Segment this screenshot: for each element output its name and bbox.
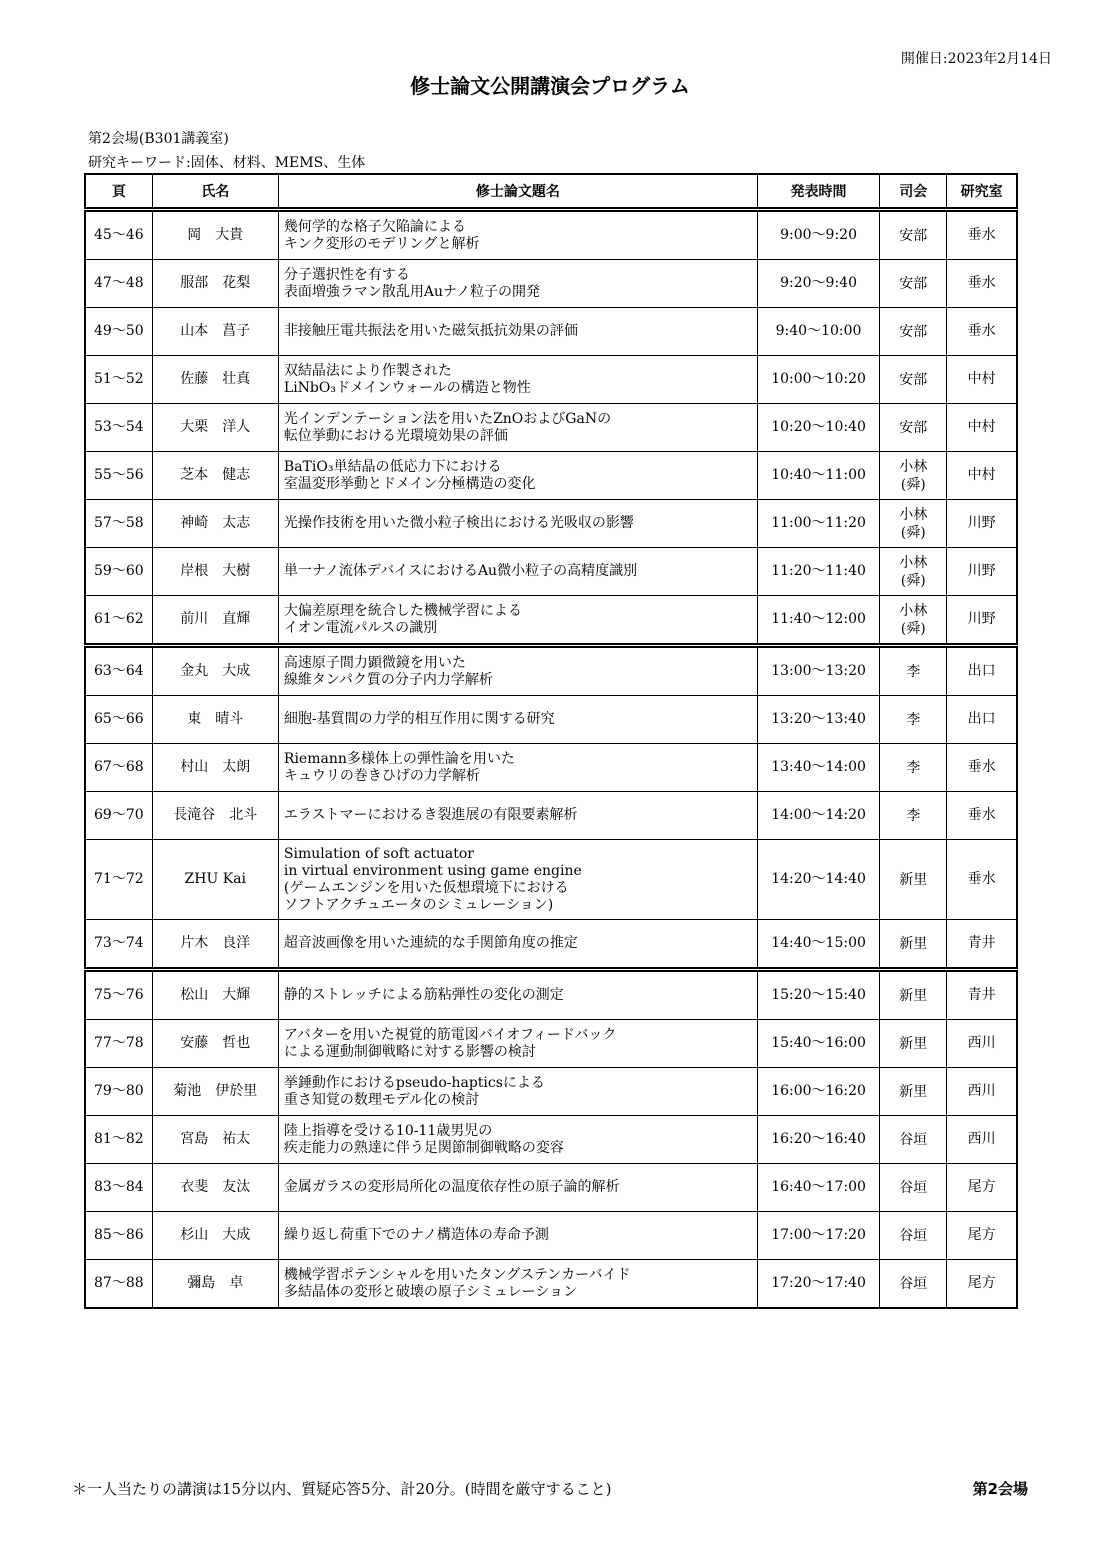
cell-lab: 青井	[947, 920, 1017, 970]
title-line: (ゲームエンジンを用いた仮想環境下における	[283, 879, 569, 896]
cell-name: 大栗 洋人	[152, 404, 278, 452]
cell-title	[278, 1116, 757, 1164]
cell-chair: 小林 (舜)	[880, 500, 947, 548]
cell-name: 杉山 大成	[152, 1212, 278, 1260]
cell-lab: 川野	[947, 500, 1017, 548]
cell-chair: 谷垣	[880, 1260, 947, 1309]
cell-time: 13:20〜13:40	[757, 696, 879, 744]
cell-title	[278, 970, 757, 1020]
title-line: 疾走能力の熟達に伴う足関節制御戦略の変容	[283, 1139, 564, 1156]
title-line: LiNbO₃ドメインウォールの構造と物性	[283, 379, 531, 396]
cell-page: 87〜88	[85, 1260, 152, 1309]
title-line: 挙錘動作におけるpseudo-hapticsによる	[283, 1074, 545, 1091]
cell-time: 14:20〜14:40	[757, 840, 879, 920]
cell-chair: 新里	[880, 1020, 947, 1068]
cell-time: 16:40〜17:00	[757, 1164, 879, 1212]
cell-time: 13:40〜14:00	[757, 744, 879, 792]
title-line: エラストマーにおけるき裂進展の有限要素解析	[283, 807, 578, 823]
cell-time: 15:20〜15:40	[757, 970, 879, 1020]
cell-title	[278, 356, 757, 404]
cell-page: 77〜78	[85, 1020, 152, 1068]
title-line: 線維タンパク質の分子内力学解析	[283, 671, 493, 688]
cell-chair: 安部	[880, 404, 947, 452]
cell-title	[278, 1020, 757, 1068]
cell-lab: 垂水	[947, 260, 1017, 308]
cell-page: 61〜62	[85, 596, 152, 646]
cell-page: 67〜68	[85, 744, 152, 792]
cell-chair: 谷垣	[880, 1212, 947, 1260]
cell-name: 岸根 大樹	[152, 548, 278, 596]
title-line: 室温変形挙動とドメイン分極構造の変化	[283, 475, 536, 492]
table-row	[85, 1020, 1017, 1068]
table-row	[85, 840, 1017, 920]
title-line: 機械学習ポテンシャルを用いたタングステンカーバイド	[283, 1266, 631, 1283]
cell-time: 17:20〜17:40	[757, 1260, 879, 1309]
cell-title	[278, 696, 757, 744]
cell-lab: 尾方	[947, 1260, 1017, 1309]
column-header-time: 発表時間	[757, 174, 879, 210]
cell-title	[278, 596, 757, 646]
cell-lab: 垂水	[947, 308, 1017, 356]
cell-page: 79〜80	[85, 1068, 152, 1116]
table-row	[85, 596, 1017, 646]
cell-name: 佐藤 壮真	[152, 356, 278, 404]
title-line: ソフトアクチュエータのシミュレーション)	[283, 896, 554, 913]
cell-name: 神崎 太志	[152, 500, 278, 548]
cell-title	[278, 500, 757, 548]
footnote: ＊一人当たりの講演は15分以内、質疑応答5分、計20分。(時間を厳守すること)	[72, 1480, 612, 1498]
cell-lab: 川野	[947, 596, 1017, 646]
cell-name: 片木 良洋	[152, 920, 278, 970]
title-line: Simulation of soft actuator	[283, 845, 474, 862]
cell-title	[278, 744, 757, 792]
cell-page: 53〜54	[85, 404, 152, 452]
cell-lab: 青井	[947, 970, 1017, 1020]
title-line: 光インデンテーション法を用いたZnOおよびGaNの	[283, 410, 612, 427]
cell-title	[278, 646, 757, 696]
title-line: BaTiO₃単結晶の低応力下における	[283, 458, 502, 475]
cell-page: 73〜74	[85, 920, 152, 970]
cell-lab: 中村	[947, 404, 1017, 452]
title-line: 単一ナノ流体デバイスにおけるAu微小粒子の高精度識別	[283, 563, 638, 579]
cell-time: 9:20〜9:40	[757, 260, 879, 308]
cell-title	[278, 840, 757, 920]
program-table	[84, 173, 1018, 1309]
table-row	[85, 1212, 1017, 1260]
table-row	[85, 920, 1017, 970]
venue-label: 第2会場(B301講義室)	[88, 131, 229, 147]
cell-page: 85〜86	[85, 1212, 152, 1260]
cell-chair: 安部	[880, 308, 947, 356]
table-row	[85, 1260, 1017, 1309]
cell-chair: 小林 (舜)	[880, 452, 947, 500]
title-line: キュウリの巻きひげの力学解析	[283, 767, 480, 784]
title-line: 光操作技術を用いた微小粒子検出における光吸収の影響	[283, 515, 634, 531]
cell-lab: 垂水	[947, 840, 1017, 920]
title-line: 双結晶法により作製された	[283, 362, 452, 379]
cell-time: 11:00〜11:20	[757, 500, 879, 548]
title-line: 静的ストレッチによる筋粘弾性の変化の測定	[283, 987, 564, 1003]
title-line: 陸上指導を受ける10-11歳男児の	[283, 1122, 493, 1139]
cell-chair: 安部	[880, 210, 947, 260]
column-header-page: 頁	[85, 174, 152, 210]
cell-page: 59〜60	[85, 548, 152, 596]
cell-time: 17:00〜17:20	[757, 1212, 879, 1260]
cell-lab: 西川	[947, 1116, 1017, 1164]
cell-chair: 安部	[880, 260, 947, 308]
cell-time: 11:40〜12:00	[757, 596, 879, 646]
cell-chair: 小林 (舜)	[880, 596, 947, 646]
title-line: 分子選択性を有する	[283, 266, 410, 283]
cell-time: 9:40〜10:00	[757, 308, 879, 356]
title-line: Riemann多様体上の弾性論を用いた	[283, 750, 515, 767]
cell-page: 65〜66	[85, 696, 152, 744]
cell-page: 51〜52	[85, 356, 152, 404]
cell-chair: 李	[880, 744, 947, 792]
table-row	[85, 1164, 1017, 1212]
cell-time: 16:00〜16:20	[757, 1068, 879, 1116]
cell-name: 彌島 卓	[152, 1260, 278, 1309]
title-line: 重さ知覚の数理モデル化の検討	[283, 1091, 480, 1108]
cell-title	[278, 308, 757, 356]
cell-time: 9:00〜9:20	[757, 210, 879, 260]
title-line: 大偏差原理を統合した機械学習による	[283, 602, 522, 619]
cell-name: 松山 大輝	[152, 970, 278, 1020]
table-row	[85, 500, 1017, 548]
table-row	[85, 792, 1017, 840]
table-row	[85, 646, 1017, 696]
column-header-name: 氏名	[152, 174, 278, 210]
cell-name: 東 晴斗	[152, 696, 278, 744]
cell-name: 宮島 祐太	[152, 1116, 278, 1164]
cell-name: 金丸 大成	[152, 646, 278, 696]
cell-chair: 小林 (舜)	[880, 548, 947, 596]
title-line: 幾何学的な格子欠陥論による	[283, 218, 466, 235]
cell-chair: 新里	[880, 920, 947, 970]
cell-lab: 西川	[947, 1020, 1017, 1068]
cell-chair: 新里	[880, 1068, 947, 1116]
title-line: in virtual environment using game engine	[283, 862, 582, 879]
cell-title	[278, 1068, 757, 1116]
cell-chair: 李	[880, 696, 947, 744]
table-row	[85, 404, 1017, 452]
room-label: 第2会場	[972, 1480, 1028, 1498]
table-row	[85, 210, 1017, 260]
page-title: 修士論文公開講演会プログラム	[410, 74, 690, 98]
title-line: 繰り返し荷重下でのナノ構造体の寿命予測	[283, 1227, 549, 1243]
cell-time: 16:20〜16:40	[757, 1116, 879, 1164]
cell-time: 14:40〜15:00	[757, 920, 879, 970]
table-row	[85, 356, 1017, 404]
cell-time: 10:40〜11:00	[757, 452, 879, 500]
cell-page: 47〜48	[85, 260, 152, 308]
cell-page: 49〜50	[85, 308, 152, 356]
table-row	[85, 452, 1017, 500]
title-line: 高速原子間力顕微鏡を用いた	[283, 654, 466, 671]
cell-title	[278, 792, 757, 840]
cell-chair: 安部	[880, 356, 947, 404]
cell-title	[278, 1164, 757, 1212]
title-line: による運動制御戦略に対する影響の検討	[283, 1043, 536, 1060]
column-header-chair: 司会	[880, 174, 947, 210]
cell-page: 55〜56	[85, 452, 152, 500]
cell-chair: 谷垣	[880, 1164, 947, 1212]
table-row	[85, 548, 1017, 596]
cell-name: 芝本 健志	[152, 452, 278, 500]
table-row	[85, 1068, 1017, 1116]
table-row	[85, 1116, 1017, 1164]
cell-time: 10:00〜10:20	[757, 356, 879, 404]
cell-page: 81〜82	[85, 1116, 152, 1164]
cell-page: 69〜70	[85, 792, 152, 840]
cell-lab: 中村	[947, 452, 1017, 500]
cell-chair: 新里	[880, 840, 947, 920]
cell-title	[278, 260, 757, 308]
title-line: 金属ガラスの変形局所化の温度依存性の原子論的解析	[283, 1179, 620, 1195]
research-keywords: 研究キーワード:固体、材料、MEMS、生体	[88, 155, 366, 171]
event-date: 開催日:2023年2月14日	[900, 51, 1052, 67]
table-row	[85, 970, 1017, 1020]
cell-page: 83〜84	[85, 1164, 152, 1212]
cell-page: 57〜58	[85, 500, 152, 548]
cell-lab: 川野	[947, 548, 1017, 596]
cell-title	[278, 404, 757, 452]
cell-time: 13:00〜13:20	[757, 646, 879, 696]
cell-page: 63〜64	[85, 646, 152, 696]
cell-title	[278, 452, 757, 500]
cell-lab: 垂水	[947, 744, 1017, 792]
cell-page: 71〜72	[85, 840, 152, 920]
title-line: 細胞-基質間の力学的相互作用に関する研究	[283, 711, 555, 727]
table-row	[85, 696, 1017, 744]
table-body	[85, 210, 1017, 1309]
table-header-row	[85, 174, 1017, 210]
cell-lab: 西川	[947, 1068, 1017, 1116]
cell-title	[278, 1212, 757, 1260]
cell-time: 14:00〜14:20	[757, 792, 879, 840]
cell-lab: 垂水	[947, 210, 1017, 260]
title-line: 多結晶体の変形と破壊の原子シミュレーション	[283, 1283, 578, 1300]
table-row	[85, 744, 1017, 792]
cell-lab: 出口	[947, 646, 1017, 696]
cell-lab: 尾方	[947, 1212, 1017, 1260]
cell-lab: 出口	[947, 696, 1017, 744]
cell-name: 岡 大貴	[152, 210, 278, 260]
title-line: 非接触圧電共振法を用いた磁気抵抗効果の評価	[283, 323, 578, 339]
cell-title	[278, 548, 757, 596]
title-line: 超音波画像を用いた連続的な手関節角度の推定	[283, 935, 578, 951]
cell-time: 15:40〜16:00	[757, 1020, 879, 1068]
title-line: イオン電流パルスの識別	[283, 619, 438, 636]
title-line: キンク変形のモデリングと解析	[283, 235, 480, 252]
cell-page: 75〜76	[85, 970, 152, 1020]
cell-title	[278, 920, 757, 970]
cell-lab: 中村	[947, 356, 1017, 404]
cell-time: 10:20〜10:40	[757, 404, 879, 452]
cell-lab: 垂水	[947, 792, 1017, 840]
table-row	[85, 260, 1017, 308]
column-header-title: 修士論文題名	[278, 174, 757, 210]
cell-chair: 李	[880, 646, 947, 696]
cell-title	[278, 210, 757, 260]
cell-chair: 新里	[880, 970, 947, 1020]
cell-title	[278, 1260, 757, 1309]
cell-name: 衣斐 友汰	[152, 1164, 278, 1212]
cell-page: 45〜46	[85, 210, 152, 260]
cell-chair: 谷垣	[880, 1116, 947, 1164]
cell-name: ZHU Kai	[152, 840, 278, 920]
cell-name: 安藤 哲也	[152, 1020, 278, 1068]
cell-name: 菊池 伊於里	[152, 1068, 278, 1116]
table-row	[85, 308, 1017, 356]
cell-name: 服部 花梨	[152, 260, 278, 308]
column-header-lab: 研究室	[947, 174, 1017, 210]
cell-name: 村山 太朗	[152, 744, 278, 792]
title-line: 転位挙動における光環境効果の評価	[283, 427, 508, 444]
cell-name: 長滝谷 北斗	[152, 792, 278, 840]
cell-name: 前川 直輝	[152, 596, 278, 646]
cell-time: 11:20〜11:40	[757, 548, 879, 596]
cell-chair: 李	[880, 792, 947, 840]
cell-lab: 尾方	[947, 1164, 1017, 1212]
title-line: アバターを用いた視覚的筋電図バイオフィードバック	[283, 1026, 617, 1043]
cell-name: 山本 菖子	[152, 308, 278, 356]
title-line: 表面増強ラマン散乱用Auナノ粒子の開発	[283, 283, 541, 300]
